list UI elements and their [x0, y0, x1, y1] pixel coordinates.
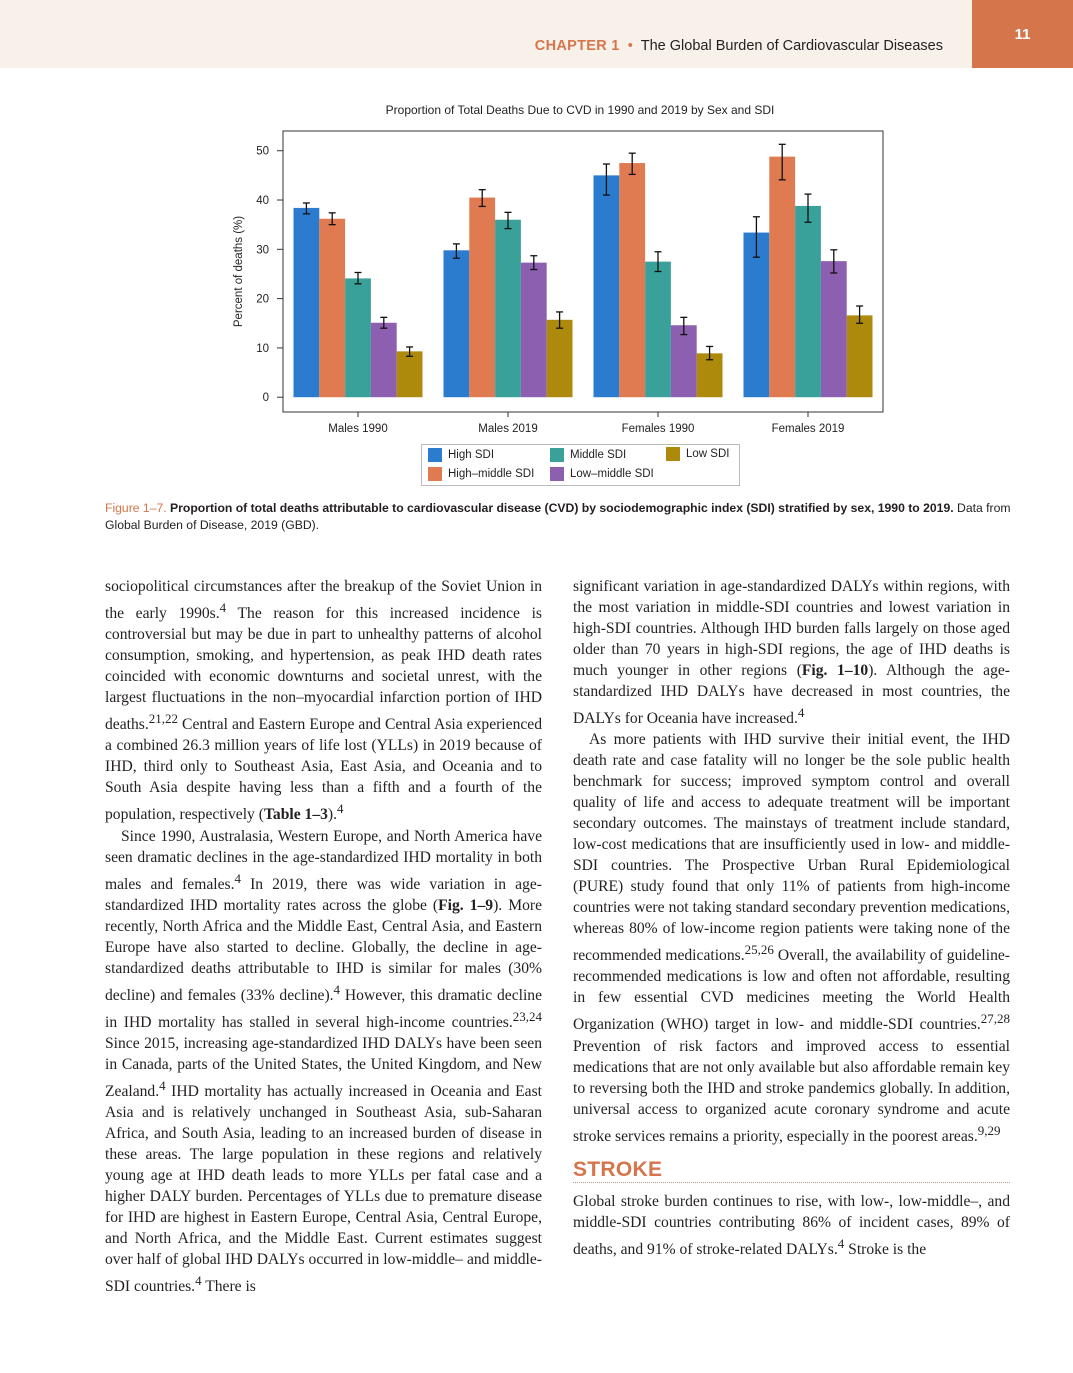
citation[interactable]: 4 [195, 1273, 202, 1289]
bar [671, 325, 697, 397]
citation[interactable]: 25,26 [744, 942, 774, 958]
y-tick-label: 20 [256, 293, 269, 306]
x-tick-label: Females 1990 [621, 423, 695, 435]
bar [371, 323, 397, 397]
paragraph: As more patients with IHD survive their initial event, the IHD death rate and case fatality will no longer be the sole public health benchmark for success; improved symptom control and overall quality of life and access to adequate treatment will be important secondary outcomes. The mainstays of treatment include standard, low-cost medications that are insufficiently used in low- and middle-SDI countries. The Prospective Urban Rural Epidemiological (PURE) study found that only 11% of patients from high-income countries were not taking standard secondary prevention medications, whereas 80% of low-income region patients were taking none of the recommended medications.$^{25,26}$ Overall, the availability of guideline-recommended medications is low and often not affordable, resulting in few essential CVD medicines meeting the World Health Organization (WHO) target in low- and middle-SDI countries.$^{27,28}$ Prevention of risk factors and improved access to essential medications that are not only available but also affordable remain key to reversing both the IHD and stroke pandemics globally. In addition, universal access to organized acute coronary syndrome and acute stroke services remains a priority, especially in the poorest areas.$^{9,29}$ [573, 731, 1010, 1145]
citation[interactable]: 4 [159, 1078, 166, 1094]
legend-label-low-sdi: Low SDI [686, 448, 730, 460]
legend-swatch-high-sdi [428, 448, 442, 462]
legend-item-low-sdi [666, 447, 729, 461]
legend-item-low-middle-sdi [550, 467, 654, 481]
y-tick-label: 40 [256, 195, 269, 208]
bar [444, 250, 470, 397]
chapter-label: CHAPTER 1 [534, 38, 620, 54]
paragraph: significant variation in age-standardized DALYs within regions, with the most variation in middle-SDI countries and lowest variation in high-SDI countries. Although IHD burden falls largely on those aged older than 70 years in high-SDI regions, the age of IHD deaths is much younger in other regions (Fig. 1–10). Although the age-standardized IHD DALYs have decreased in most countries, the DALYs for Oceania have increased.$^4$ [573, 578, 1010, 728]
legend-item-middle-sdi [550, 448, 626, 462]
citation[interactable]: 27,28 [980, 1011, 1010, 1027]
citation[interactable]: 4 [837, 1235, 845, 1251]
citation[interactable]: 4 [333, 981, 341, 997]
citation[interactable]: 21,22 [148, 711, 178, 727]
bar [619, 163, 645, 397]
paragraph: Since 1990, Australasia, Western Europe, and North America have seen dramatic declines in the age-standardized IHD mortality in both males and females.$^4$ In 2019, there was wide variation in age-standardized IHD mortality rates across the globe (Fig. 1–9). More recently, North Africa and the Middle East, Central Asia, and Eastern Europe have also started to decline. Globally, the decline in age-standardized deaths attributable to IHD is similar for males (30% decline) and females (33% decline).$^4$ However, this dramatic decline in IHD mortality has stalled in several high-income countries.$^{23,24}$ Since 2015, increasing age-standardized IHD DALYs have been seen in Canada, parts of the United States, the United Kingdom, and New Zealand.$^4$ IHD mortality has actually increased in Oceania and East Asia and is relatively unchanged in Southeast Asia, sub-Saharan Africa, and South Asia, leading to an increased burden of disease in these areas. The large population in these regions and relatively young age at IHD death leads to more YLLs per fatal case and a higher DALY burden. Percentages of YLLs due to premature disease for IHD are highest in Eastern Europe, Central Asia, Central Europe, and North Africa, and the Middle East. Current estimates suggest over half of global IHD DALYs occurred in low-middle– and middle-SDI countries.$^4$ There is [105, 827, 543, 1296]
legend-label-middle-sdi: Middle SDI [570, 449, 627, 461]
paragraph: sociopolitical circumstances after the breakup of the Soviet Union in the early 1990s.$^4$ The reason for this increased incidence is controversial but may be due in part to unhealthy patterns of alcohol consumption, smoking, and hypertension, as peak IHD death rates coincided with economic downturns and societal unrest, with the largest fluctuations in the non–myocardial infarction portion of IHD deaths.$^{21,22}$ Central and Eastern Europe and Central Asia experienced a combined 26.3 million years of life lost (YLLs) in 2019 because of IHD, third only to Southeast Asia, East Asia, and Oceania and to South Asia despite having less than a fifth and a fourth of the population, respectively (Table 1–3).$^4$ [105, 578, 542, 824]
figure-source: Data from Global Burden of Disease, 2019 (GBD). [105, 501, 1011, 532]
page-number: 11 [972, 0, 1073, 68]
legend-label-low-middle-sdi: Low–middle SDI [570, 468, 654, 480]
legend-swatch-low-sdi [666, 447, 680, 461]
chart-title: Proportion of Total Deaths Due to CVD in 1990 and 2019 by Sex and SDI [385, 103, 775, 117]
x-tick-label: Males 1990 [328, 423, 388, 435]
y-axis-label: Percent of deaths (%) [233, 215, 245, 328]
bar [847, 315, 873, 397]
citation[interactable]: 4 [337, 801, 344, 817]
bar [397, 351, 423, 397]
bar [294, 208, 320, 397]
figure-caption [105, 500, 1015, 534]
paragraph: Global stroke burden continues to rise, with low-, low-middle–, and middle-SDI countries contributing 86% of incident cases, 89% of deaths, and 91% of stroke-related DALYs.$^4$ Stroke is the [573, 1192, 1010, 1258]
section-heading: STROKE [573, 1159, 1010, 1183]
left-column [105, 576, 542, 1298]
legend-item-high-middle-sdi [428, 467, 534, 481]
header-separator: • [627, 38, 633, 54]
citation[interactable]: 9,29 [977, 1122, 1001, 1138]
bar [769, 157, 795, 398]
figure-reference[interactable]: Fig. 1–10 [801, 662, 869, 679]
citation[interactable]: 4 [797, 705, 805, 720]
table-reference[interactable]: Table 1–3 [263, 806, 328, 824]
citation[interactable]: 4 [234, 870, 241, 886]
legend-swatch-low-middle-sdi [550, 467, 564, 481]
right-column [573, 576, 1010, 1260]
legend-label-high-middle-sdi: High–middle SDI [448, 468, 535, 480]
figure-label: Figure 1–7. [105, 501, 167, 515]
x-tick-label: Males 2019 [478, 423, 538, 435]
bar [821, 261, 847, 397]
bar [469, 198, 495, 398]
figure-reference[interactable]: Fig. 1–9 [438, 896, 494, 914]
legend-swatch-middle-sdi [550, 448, 564, 462]
figure-title: Proportion of total deaths attributable to cardiovascular disease (CVD) by sociodemographic index (SDI) stratified by sex, 1990 to 2019. [170, 501, 954, 515]
y-tick-label: 30 [256, 244, 269, 257]
bar [795, 206, 821, 397]
y-tick-label: 50 [256, 145, 269, 158]
legend-item-high-sdi [428, 448, 494, 462]
bar-chart [0, 0, 1073, 440]
citation[interactable]: 4 [219, 600, 227, 615]
legend-label-high-sdi: High SDI [448, 449, 495, 461]
bar [594, 175, 620, 397]
citation[interactable]: 23,24 [512, 1008, 542, 1024]
y-tick-label: 0 [262, 392, 269, 405]
y-tick-label: 10 [256, 342, 269, 355]
bar [645, 262, 671, 398]
bar [319, 219, 345, 397]
bar [495, 220, 521, 397]
chapter-title: The Global Burden of Cardiovascular Diseases [640, 38, 943, 54]
bar [345, 278, 371, 397]
chart-legend [421, 444, 740, 486]
x-tick-label: Females 2019 [771, 423, 845, 435]
legend-swatch-high-middle-sdi [428, 467, 442, 481]
bar [547, 320, 573, 397]
bar [521, 263, 547, 398]
